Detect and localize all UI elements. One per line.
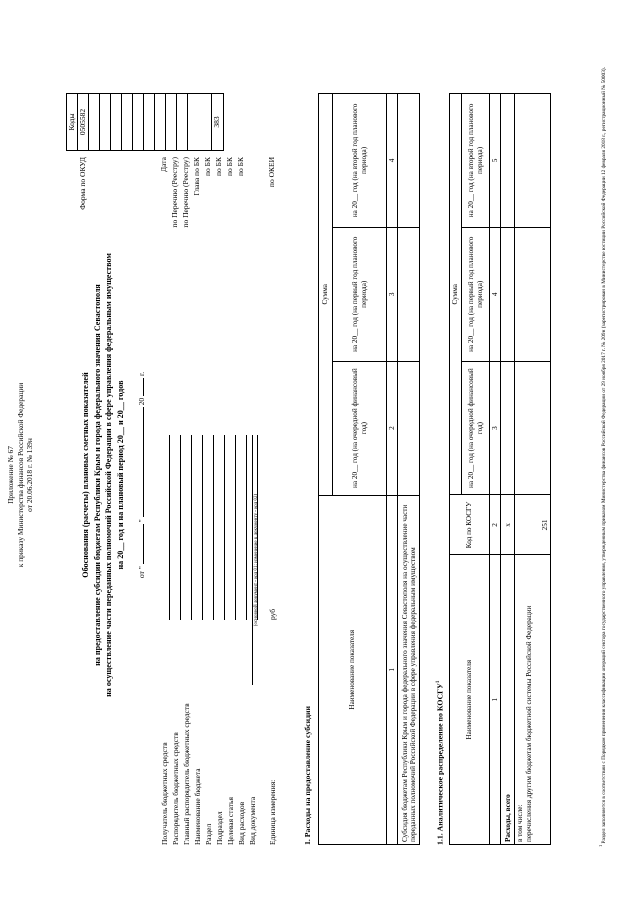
s11-col-year2: на 20__ год (на первый год планового периода) (462, 227, 490, 361)
field-recipient (160, 435, 171, 845)
s1-num-3: 3 (387, 227, 398, 361)
field-section-label: Раздел (204, 823, 214, 845)
field-chief-distributor (182, 435, 193, 845)
s11-row-transfers-y3 (515, 94, 551, 228)
date-suffix: г. (137, 371, 146, 376)
code-expense-type (177, 94, 188, 150)
code-date (89, 94, 100, 150)
footnote-text: Раздел заполняется в соответствии с Порядком применения классификации операций сектора государственного управления, утвержденным приказом Министерства финансов Российской Федерации от 29 ноября 2017 г. № 209н (зарегистрирован в Министерстве юстиции Российской Федерации 12 февраля 2018 г., регистрационный № 50003). (600, 67, 607, 844)
title-line-2: на предоставление субсидии бюджетам Республики Крым и города федерального значения Севастополя (92, 284, 102, 666)
field-budget-label: Наименование бюджета (193, 768, 203, 845)
field-target-right: по БК (225, 157, 234, 176)
field-chief-distributor-right: по Перечню (Реестру) (181, 157, 190, 228)
s11-row-total-code: x (501, 495, 515, 555)
field-expense-type (237, 435, 248, 845)
s11-row-transfers-code: 251 (515, 495, 551, 555)
s11-row-total-y3 (501, 94, 515, 228)
date-quote: " (137, 519, 146, 523)
field-budget-line (202, 435, 203, 620)
title-line-1: Обоснования (расчеты) плановых сметных показателей (81, 372, 90, 578)
appendix-number: Приложение № 67 (6, 446, 15, 504)
field-recipient-right: Дата (159, 157, 168, 172)
s1-col-year2: на 20__ год (на первый год планового периода) (333, 227, 387, 361)
appendix-block (6, 360, 35, 590)
field-distributor-label: Распорядитель бюджетных средств (171, 732, 181, 845)
section11-heading (436, 681, 446, 845)
s1-row-subsidy-y2 (398, 227, 420, 361)
field-target-label: Целевая статья (226, 797, 236, 845)
field-doc-type-label: Вид документа (248, 796, 258, 845)
section1-heading: 1. Расходы на предоставление субсидии (303, 706, 312, 845)
s11-col-year3: на 20__ год (на второй год планового периода) (462, 94, 490, 228)
doc-type-hint: (основной документ - код 01; изменение к документу - код 02) (252, 435, 260, 685)
appendix-order: к приказу Министерства финансов Российской Федерации (15, 382, 25, 568)
code-chief-distributor (122, 94, 133, 150)
s1-num-1: 1 (387, 495, 398, 844)
section1-table (318, 93, 420, 845)
codes-header: Коды (67, 94, 78, 150)
s1-col-name: Наименование показателя (319, 495, 387, 844)
s11-num-2: 2 (490, 495, 501, 555)
s11-row-total-y2 (501, 227, 515, 361)
field-subsection (215, 435, 226, 845)
field-subsection-label: Подраздел (215, 811, 225, 845)
s11-num-5: 5 (490, 94, 501, 228)
date-year-blank (143, 378, 144, 396)
date-line (138, 315, 147, 635)
field-distributor (171, 435, 182, 845)
s1-num-4: 4 (387, 94, 398, 228)
field-chief-distributor-label: Главный распорядитель бюджетных средств (182, 703, 192, 845)
field-section-line (213, 435, 214, 620)
field-unit (268, 435, 279, 845)
field-distributor-line (180, 435, 181, 620)
s1-col-year3: на 20__ год (на второй год планового периода) (333, 94, 387, 228)
field-subsection-right: по БК (214, 157, 223, 176)
s1-col-sum: Сумма (319, 94, 333, 496)
s11-num-4: 4 (490, 227, 501, 361)
date-year: 20 (137, 397, 146, 406)
field-recipient-line (169, 435, 170, 620)
s11-col-name: Наименование показателя (450, 555, 490, 845)
date-day-blank (143, 524, 144, 564)
s11-row-total: Расходы, всего (501, 555, 515, 845)
unit-value: руб (268, 608, 278, 620)
section11-heading-text: 1.1. Аналитическое распределение по КОСГУ (435, 683, 445, 845)
field-budget (193, 435, 204, 845)
title-line-3: на осуществление части переданных полномочий Российской Федерации в сфере управления федеральным имуществом (104, 253, 114, 697)
date-from: от " (137, 566, 146, 579)
s11-col-sum: Сумма (450, 94, 462, 496)
field-section (204, 435, 215, 845)
code-okud: 0505582 (78, 94, 89, 150)
s11-row-transfers-y1 (515, 361, 551, 495)
field-recipient-label: Получатель бюджетных средств (160, 742, 170, 845)
appendix-date: от 20.06.2018 г. № 139н (25, 438, 35, 512)
code-okei: 383 (212, 116, 221, 128)
s11-num-3: 3 (490, 361, 501, 495)
form-okud-label: Форма по ОКУД (78, 157, 87, 210)
field-chief-distributor-line (191, 435, 192, 620)
s1-col-year1: на 20__ год (на очередной финансовый год) (333, 361, 387, 495)
codes-box (66, 93, 224, 151)
s11-row-including: в том числе: (516, 804, 525, 842)
s11-row-transfers (515, 555, 551, 845)
code-subsection (155, 94, 166, 150)
field-target (226, 435, 237, 845)
field-expense-type-label: Вид расходов (237, 801, 247, 845)
s1-num-2: 2 (387, 361, 398, 495)
code-doc-type (188, 94, 212, 150)
title-line-4: на 20__ год и на плановый период 20__ и 20__ годов (116, 380, 126, 570)
s11-col-code: Код по КОСГУ (450, 495, 490, 555)
unit-label: Единица измерения: (268, 779, 278, 845)
code-target (166, 94, 177, 150)
unit-okei-label: по ОКЕИ (267, 157, 276, 188)
section11-table (449, 93, 551, 845)
field-target-line (235, 435, 236, 620)
s11-row-transfers-y2 (515, 227, 551, 361)
footnote (598, 47, 608, 847)
s1-row-subsidy: Субсидия бюджетам Республики Крым и города федерального значения Севастополя на осуществление части переданных полномочий Российской Федерации в сфере управления федеральным имуществом (398, 495, 420, 844)
field-distributor-right: по Перечню (Реестру) (170, 157, 179, 228)
s1-row-subsidy-y1 (398, 361, 420, 495)
s11-num-1: 1 (490, 555, 501, 845)
s11-row-total-y1 (501, 361, 515, 495)
s1-row-subsidy-y3 (398, 94, 420, 228)
date-month-blank (143, 407, 144, 517)
code-distributor (111, 94, 122, 150)
field-subsection-line (224, 435, 225, 620)
field-expense-type-right: по БК (236, 157, 245, 176)
field-section-right: по БК (203, 157, 212, 176)
field-expense-type-line (246, 435, 247, 620)
code-budget (133, 94, 144, 150)
code-recipient (100, 94, 111, 150)
section11-footnote-mark: 1 (436, 680, 441, 684)
field-budget-right: Глава по БК (192, 157, 201, 196)
s11-col-year1: на 20__ год (на очередной финансовый год) (462, 361, 490, 495)
code-section (144, 94, 155, 150)
s11-row-transfers-name: перечисления другим бюджетам бюджетной системы Российской Федерации (524, 605, 533, 842)
footnote-mark: 1 (598, 844, 603, 847)
